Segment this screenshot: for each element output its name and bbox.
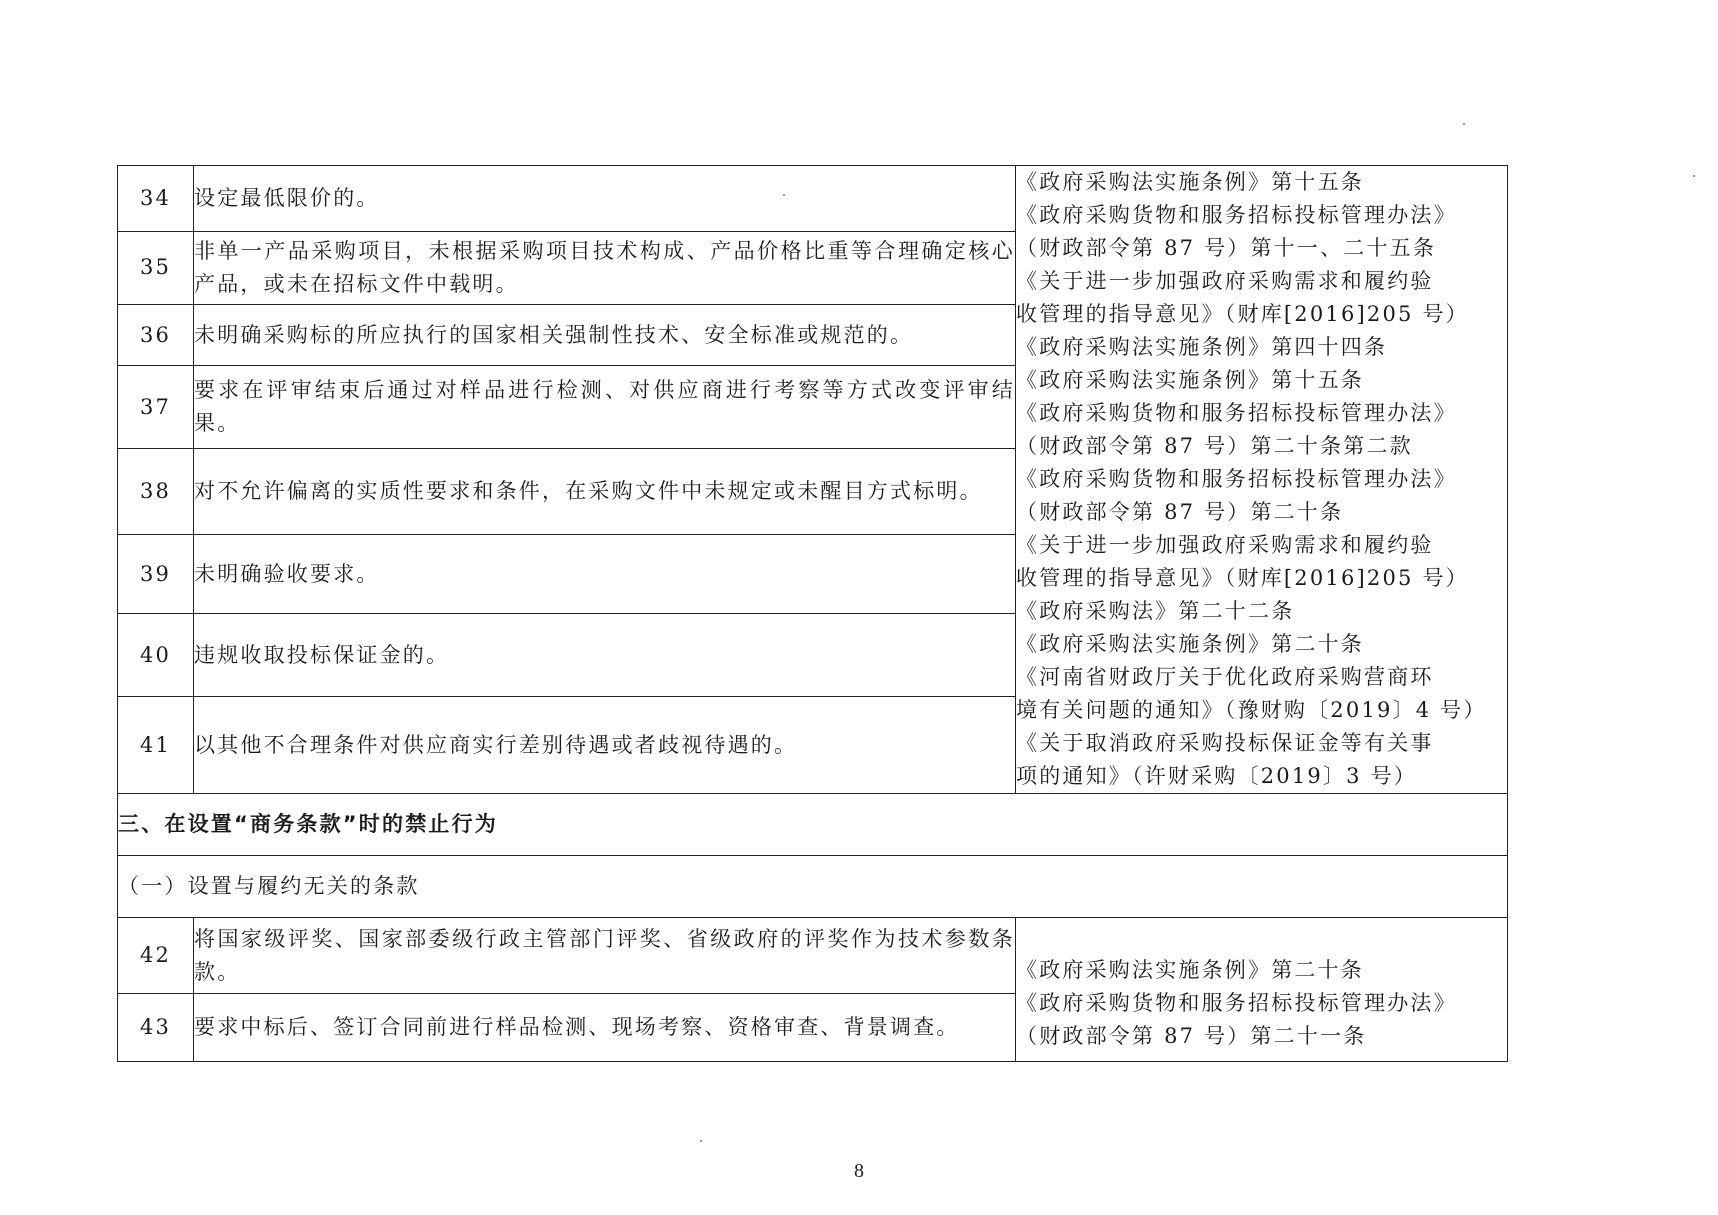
row-number: 43 [118, 994, 194, 1062]
prohibited-acts-table [117, 165, 1508, 1062]
legal-basis-line: 《政府采购货物和服务招标投标管理办法》 [1016, 401, 1457, 425]
legal-basis-cell [1016, 918, 1508, 1062]
row-description: 对不允许偏离的实质性要求和条件，在采购文件中未规定或未醒目方式标明。 [194, 448, 1016, 534]
section-row [118, 794, 1508, 856]
table-row [118, 166, 1508, 232]
row-number: 37 [118, 366, 194, 448]
table-row [118, 918, 1508, 994]
row-description: 未明确采购标的所应执行的国家相关强制性技术、安全标准或规范的。 [194, 304, 1016, 366]
legal-basis-line: 项的通知》（许财采购〔2019〕3 号） [1016, 764, 1417, 788]
scan-speck [1463, 123, 1465, 125]
row-number: 41 [118, 697, 194, 794]
row-description: 非单一产品采购项目，未根据采购项目技术构成、产品价格比重等合理确定核心产品，或未在招标文件中载明。 [194, 231, 1016, 304]
section-title: 三、在设置“商务条款”时的禁止行为 [118, 794, 1508, 856]
legal-basis-line: 《关于进一步加强政府采购需求和履约验 [1016, 269, 1434, 293]
legal-basis-line: （财政部令第 87 号）第十一、二十五条 [1016, 236, 1437, 260]
row-number: 34 [118, 166, 194, 232]
subsection-title: （一）设置与履约无关的条款 [118, 856, 1508, 918]
subsection-row [118, 856, 1508, 918]
legal-basis-line: 《政府采购货物和服务招标投标管理办法》 [1016, 991, 1457, 1015]
legal-basis-line: （财政部令第 87 号）第二十条第二款 [1016, 434, 1413, 458]
legal-basis-line: 《关于进一步加强政府采购需求和履约验 [1016, 533, 1434, 557]
scan-speck [783, 194, 785, 196]
row-description: 将国家级评奖、国家部委级行政主管部门评奖、省级政府的评奖作为技术参数条款。 [194, 918, 1016, 994]
legal-basis-line: 境有关问题的通知》（豫财购〔2019〕4 号） [1016, 698, 1487, 722]
row-description: 设定最低限价的。 [194, 166, 1016, 232]
legal-basis-line: （财政部令第 87 号）第二十条 [1016, 500, 1344, 524]
row-description: 以其他不合理条件对供应商实行差别待遇或者歧视待遇的。 [194, 697, 1016, 794]
legal-basis-line: 《政府采购法》第二十二条 [1016, 599, 1295, 623]
row-number: 38 [118, 448, 194, 534]
row-number: 35 [118, 231, 194, 304]
row-number: 42 [118, 918, 194, 994]
row-number: 40 [118, 614, 194, 697]
row-description: 要求中标后、签订合同前进行样品检测、现场考察、资格审查、背景调查。 [194, 994, 1016, 1062]
legal-basis-cell [1016, 166, 1508, 794]
legal-basis-line: 收管理的指导意见》（财库[2016]205 号） [1016, 566, 1469, 590]
scan-speck [1693, 175, 1695, 177]
legal-basis-line: 《河南省财政厅关于优化政府采购营商环 [1016, 665, 1434, 689]
legal-basis-line: 《政府采购法实施条例》第二十条 [1016, 632, 1364, 656]
page-number: 8 [854, 1160, 864, 1182]
legal-basis-line: 《政府采购法实施条例》第十五条 [1016, 368, 1364, 392]
scan-speck [700, 1140, 702, 1142]
legal-basis-line: （财政部令第 87 号）第二十一条 [1016, 1024, 1367, 1048]
legal-basis-line: 《政府采购货物和服务招标投标管理办法》 [1016, 467, 1457, 491]
legal-basis-line: 《政府采购法实施条例》第四十四条 [1016, 335, 1388, 359]
legal-basis-line: 收管理的指导意见》（财库[2016]205 号） [1016, 302, 1469, 326]
legal-basis-line: 《政府采购货物和服务招标投标管理办法》 [1016, 203, 1457, 227]
row-number: 39 [118, 534, 194, 613]
legal-basis-line: 《政府采购法实施条例》第十五条 [1016, 170, 1364, 194]
legal-basis-line: 《政府采购法实施条例》第二十条 [1016, 958, 1364, 982]
row-number: 36 [118, 304, 194, 366]
row-description: 违规收取投标保证金的。 [194, 614, 1016, 697]
row-description: 要求在评审结束后通过对样品进行检测、对供应商进行考察等方式改变评审结果。 [194, 366, 1016, 448]
row-description: 未明确验收要求。 [194, 534, 1016, 613]
legal-basis-line: 《关于取消政府采购投标保证金等有关事 [1016, 731, 1434, 755]
